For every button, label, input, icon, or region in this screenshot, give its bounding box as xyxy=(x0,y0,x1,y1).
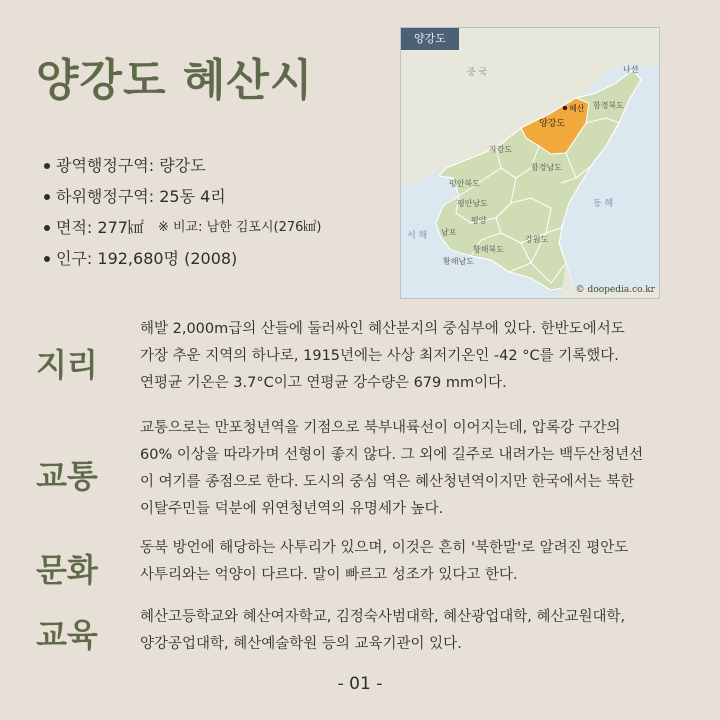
bullet-icon xyxy=(44,163,50,169)
map-credit: © doopedia.co.kr xyxy=(575,285,655,295)
label-rason: 나선 xyxy=(623,65,639,74)
page-number: - 01 - xyxy=(337,674,383,694)
body-line: 이탈주민들 덕분에 위연청년역의 유명세가 높다. xyxy=(140,501,444,517)
section-body xyxy=(140,604,685,658)
body-line: 사투리와는 억양이 다르다. 말이 빠르고 성조가 있다고 한다. xyxy=(140,567,518,583)
section-body xyxy=(140,316,685,397)
fact-list xyxy=(44,150,321,274)
bullet-icon xyxy=(44,194,50,200)
location-map xyxy=(400,27,660,299)
label-yanggang: 양강도 xyxy=(539,119,566,129)
section-body xyxy=(140,415,685,523)
fact-population xyxy=(44,243,321,274)
body-line: 혜산고등학교와 혜산여자학교, 김정숙사범대학, 혜산광업대학, 혜산교원대학, xyxy=(140,609,626,625)
fact-note: ※ 비교: 남한 김포시(276㎢) xyxy=(157,220,322,235)
body-line: 해발 2,000m급의 산들에 둘러싸인 혜산분지의 중심부에 있다. 한반도에서도 xyxy=(140,321,625,337)
label-west-sea: 서 해 xyxy=(407,231,428,241)
body-line: 가장 추운 지역의 하나로, 1915년에는 사상 최저기온인 -42 °C를 기록했다. xyxy=(140,348,619,364)
section-heading: 교육 xyxy=(36,616,98,654)
fact-subdivision xyxy=(44,181,321,212)
label-nampo: 남포 xyxy=(441,228,457,237)
fact-area xyxy=(44,212,321,243)
hyesan-marker-icon xyxy=(563,106,567,110)
label-china: 중 국 xyxy=(467,68,488,78)
fact-text: 하위행정구역: 25동 4리 xyxy=(56,187,226,206)
label-hamgyong-n: 함경북도 xyxy=(593,101,624,110)
fact-text: 광역행정구역: 량강도 xyxy=(56,156,206,175)
section-body xyxy=(140,535,685,589)
label-pyongyang: 평양 xyxy=(471,216,487,225)
bullet-icon xyxy=(44,256,50,262)
label-hyesan: 혜산 xyxy=(569,104,585,113)
map-graphic xyxy=(401,28,659,298)
body-line: 동북 방언에 해당하는 사투리가 있으며, 이것은 흔히 '북한말'로 알려진 평안도 xyxy=(140,540,629,556)
body-line: 양강공업대학, 혜산예술학원 등의 교육기관이 있다. xyxy=(140,636,462,652)
label-hwanghae-n: 황해북도 xyxy=(473,245,504,254)
body-line: 교통으로는 만포청년역을 기점으로 북부내륙선이 이어지는데, 압록강 구간의 xyxy=(140,420,621,436)
section-heading: 문화 xyxy=(36,551,98,589)
fact-text: 인구: 192,680명 (2008) xyxy=(56,249,238,268)
bullet-icon xyxy=(44,225,50,231)
fact-region xyxy=(44,150,321,181)
section-heading: 지리 xyxy=(36,346,98,384)
body-line: 연평균 기온은 3.7°C이고 연평균 강수량은 679 mm이다. xyxy=(140,375,507,391)
label-hwanghae-s: 황해남도 xyxy=(443,257,474,266)
section-heading: 교통 xyxy=(36,457,98,495)
map-tag: 양강도 xyxy=(401,28,459,50)
label-pyongan-s: 평안남도 xyxy=(457,199,488,208)
label-east-sea: 동 해 xyxy=(593,199,614,209)
fact-text: 면적: 277㎢ xyxy=(56,218,144,237)
label-gangwon: 강원도 xyxy=(525,235,549,244)
body-line: 이 여기를 종점으로 한다. 도시의 중심 역은 혜산청년역이지만 한국에서는 북한 xyxy=(140,474,635,490)
body-line: 60% 이상을 따라가며 선형이 좋지 않다. 그 외에 길주로 내려가는 백두산청년선 xyxy=(140,447,644,463)
page-title: 양강도 혜산시 xyxy=(36,55,314,106)
label-hamgyong-s: 함경남도 xyxy=(531,163,562,172)
label-jagang: 자강도 xyxy=(489,145,513,154)
label-pyongan-n: 평안북도 xyxy=(449,179,480,188)
